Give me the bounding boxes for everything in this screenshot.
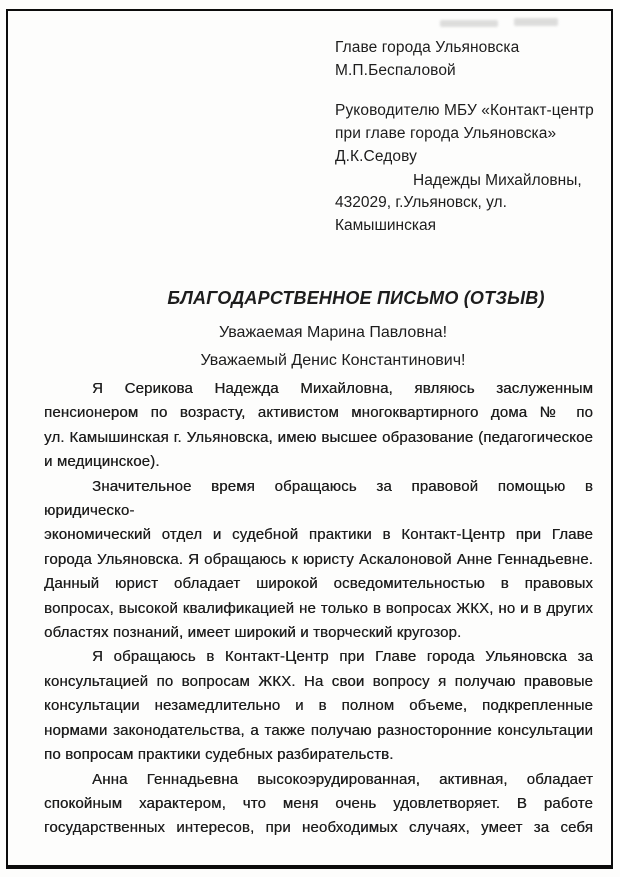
scan-artifact [440, 16, 570, 34]
body-line: Я обращаюсь в Контакт-Центр при Главе города Ульяновска за [92, 648, 593, 666]
smudge-mark [440, 20, 498, 27]
sender-name-line: Надежды Михайловны, [413, 172, 582, 189]
body-line: спокойным характером, что меня очень удовлетворяет. В работе [44, 794, 593, 812]
addressee-block-secondary [335, 99, 594, 168]
body-line: вопросах, высокой квалификацией не только в вопросах ЖКХ, но и в других [44, 599, 593, 617]
addressee-line: М.П.Беспаловой [335, 62, 456, 79]
addressee-line: при главе города Ульяновска» [335, 125, 557, 142]
letter-title: БЛАГОДАРСТВЕННОЕ ПИСЬМО (ОТЗЫВ) [167, 288, 545, 308]
body-line: нормами законодательства, а также получаю разносторонние консультации [44, 721, 593, 739]
body-line: ул. Камышинская г. Ульяновска, имею высшее образование (педагогическое [44, 428, 593, 446]
body-line: консультацией по вопросам ЖКХ. На свои вопросу я получаю правовые [44, 672, 593, 690]
salutation-line: Уважаемая Марина Павловна! [218, 324, 448, 341]
body-line: Анна Геннадьевна высокоэрудированная, активная, обладает [92, 770, 593, 788]
smudge-mark [514, 18, 558, 26]
salutation-block [0, 319, 620, 374]
body-line: экономический отдел и судебной практики в Контакт-Центр при Главе [44, 526, 593, 544]
salutation-line: Уважаемый Денис Константинович! [200, 351, 466, 369]
body-line: города Ульяновска. Я обращаюсь к юристу Аскалоновой Анне Геннадьевне. [44, 550, 593, 568]
body-line: пенсионером по возрасту, активистом многоквартирного дома № по [44, 404, 593, 422]
sender-address-line: 432029, г.Ульяновск, ул. [335, 194, 507, 211]
body-line: государственных интересов, при необходимых случаях, умеет за себя [44, 819, 593, 837]
paragraph-introduction [44, 377, 593, 475]
addressee-block-primary [335, 36, 519, 82]
paragraph-praise [44, 768, 593, 841]
letter-body [44, 377, 593, 841]
paragraph-consultations [44, 645, 593, 767]
body-line: Значительное время обращаюсь за правовой помощью в юридическо- [44, 477, 593, 520]
addressee-line: Руководителю МБУ «Контакт-центр [335, 102, 594, 119]
body-line: областях познаний, имеет широкий и творческий кругозор. [44, 624, 462, 642]
addressee-line: Д.К.Седову [335, 148, 417, 165]
body-line: консультации незамедлительно и в полном объеме, подкрепленные [44, 697, 593, 715]
body-line: по вопросам практики судебных разбирательств. [44, 746, 394, 764]
sender-address-line: Камышинская [335, 217, 436, 234]
body-line: Я Серикова Надежда Михайловна, являюсь заслуженным [92, 380, 593, 397]
addressee-line: Главе города Ульяновска [335, 39, 520, 56]
body-line: и медицинское). [44, 453, 160, 471]
body-line: Данный юрист обладает широкой осведомительностью в правовых [44, 575, 593, 593]
paragraph-legal-help [44, 475, 593, 646]
